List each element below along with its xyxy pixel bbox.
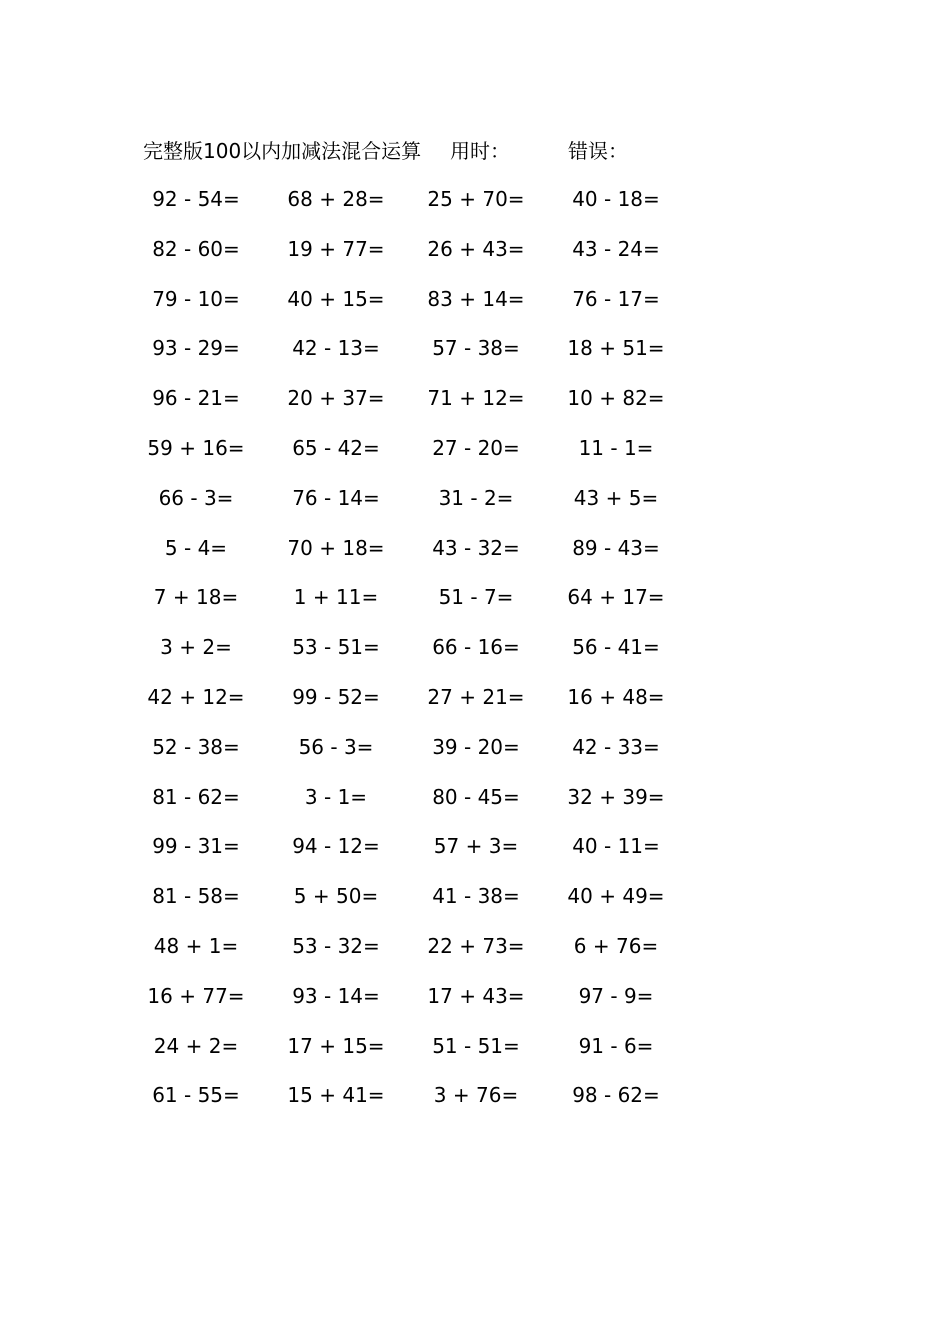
math-problem: 20 + 37=: [287, 386, 385, 411]
problem-row: [0, 880, 950, 930]
problem-row: [0, 980, 950, 1030]
math-problem: 89 - 43=: [572, 535, 660, 560]
problem-row: [0, 581, 950, 631]
math-problem: 15 + 41=: [287, 1083, 385, 1108]
math-problem: 40 - 18=: [572, 187, 660, 211]
math-problem: 97 - 9=: [578, 983, 654, 1008]
problem-row: [0, 432, 950, 482]
math-problem: 52 - 38=: [152, 734, 240, 759]
math-problem: 92 - 54=: [152, 187, 240, 211]
problem-row: [0, 1079, 950, 1129]
math-problem: 17 + 43=: [427, 983, 525, 1008]
math-problem: 51 - 7=: [438, 585, 514, 610]
problem-row: [0, 183, 950, 233]
math-problem: 81 - 62=: [152, 784, 240, 809]
math-problem: 68 + 28=: [287, 187, 385, 211]
math-problem: 66 - 16=: [432, 635, 520, 660]
math-problem: 76 - 14=: [292, 485, 380, 510]
math-problem: 81 - 58=: [152, 884, 240, 909]
math-problem: 83 + 14=: [427, 286, 525, 311]
math-problem: 65 - 42=: [292, 435, 380, 460]
problem-row: [0, 830, 950, 880]
math-problem: 40 - 11=: [572, 834, 660, 859]
problem-row: [0, 731, 950, 781]
problem-row: [0, 930, 950, 980]
worksheet-header: [0, 136, 950, 166]
math-problem: 16 + 77=: [147, 983, 245, 1008]
math-problem: 42 - 13=: [292, 336, 380, 361]
math-problem: 71 + 12=: [427, 386, 525, 411]
math-problem: 40 + 15=: [287, 286, 385, 311]
problem-row: [0, 532, 950, 582]
math-problem: 6 + 76=: [573, 933, 659, 958]
math-problem: 61 - 55=: [152, 1083, 240, 1108]
math-problem: 42 + 12=: [147, 684, 245, 709]
math-problem: 3 + 2=: [160, 635, 232, 660]
math-problem: 56 - 3=: [298, 734, 374, 759]
math-problem: 41 - 38=: [432, 884, 520, 909]
math-problem: 5 - 4=: [164, 535, 228, 560]
math-problem: 17 + 15=: [287, 1033, 385, 1058]
math-problem: 57 + 3=: [433, 834, 519, 859]
problem-row: [0, 482, 950, 532]
math-problem: 53 - 32=: [292, 933, 380, 958]
math-problem: 5 + 50=: [293, 884, 379, 909]
problem-row: [0, 781, 950, 831]
worksheet-title: 完整版100以内加减法混合运算: [143, 139, 422, 163]
math-problem: 91 - 6=: [578, 1033, 654, 1058]
math-problem: 19 + 77=: [287, 236, 385, 261]
math-problem: 26 + 43=: [427, 236, 525, 261]
math-problem: 93 - 29=: [152, 336, 240, 361]
math-problem: 31 - 2=: [438, 485, 514, 510]
math-problem: 22 + 73=: [427, 933, 525, 958]
problem-row: [0, 283, 950, 333]
math-problem: 24 + 2=: [153, 1033, 239, 1058]
math-problem: 43 - 32=: [432, 535, 520, 560]
math-problem: 57 - 38=: [432, 336, 520, 361]
math-problem: 25 + 70=: [427, 187, 525, 211]
math-problem: 80 - 45=: [432, 784, 520, 809]
math-problem: 96 - 21=: [152, 386, 240, 411]
math-problem: 40 + 49=: [567, 884, 665, 909]
math-problem: 98 - 62=: [572, 1083, 660, 1108]
math-problem: 99 - 52=: [292, 684, 380, 709]
math-problem: 42 - 33=: [572, 734, 660, 759]
math-problem: 43 - 24=: [572, 236, 660, 261]
math-problem: 94 - 12=: [292, 834, 380, 859]
math-problem: 76 - 17=: [572, 286, 660, 311]
math-problem: 1 + 11=: [293, 585, 379, 610]
errors-label: 错误：: [568, 139, 628, 163]
math-problem: 56 - 41=: [572, 635, 660, 660]
math-problem: 51 - 51=: [432, 1033, 520, 1058]
math-problem: 48 + 1=: [153, 933, 239, 958]
math-problem: 99 - 31=: [152, 834, 240, 859]
problem-row: [0, 233, 950, 283]
math-problem: 7 + 18=: [153, 585, 239, 610]
math-problem: 32 + 39=: [567, 784, 665, 809]
math-problem: 27 + 21=: [427, 684, 525, 709]
math-problem: 79 - 10=: [152, 286, 240, 311]
math-problem: 11 - 1=: [578, 435, 654, 460]
problem-grid: [0, 183, 950, 1129]
math-problem: 64 + 17=: [567, 585, 665, 610]
problem-row: [0, 681, 950, 731]
math-problem: 93 - 14=: [292, 983, 380, 1008]
problem-row: [0, 1030, 950, 1080]
problem-row: [0, 631, 950, 681]
math-problem: 66 - 3=: [158, 485, 234, 510]
math-problem: 59 + 16=: [147, 435, 245, 460]
problem-row: [0, 382, 950, 432]
math-problem: 82 - 60=: [152, 236, 240, 261]
math-problem: 16 + 48=: [567, 684, 665, 709]
math-problem: 39 - 20=: [432, 734, 520, 759]
math-problem: 10 + 82=: [567, 386, 665, 411]
math-problem: 53 - 51=: [292, 635, 380, 660]
math-problem: 27 - 20=: [432, 435, 520, 460]
math-problem: 3 - 1=: [304, 784, 368, 809]
time-label: 用时：: [450, 139, 510, 163]
problem-row: [0, 332, 950, 382]
math-problem: 43 + 5=: [573, 485, 659, 510]
math-problem: 3 + 76=: [433, 1083, 519, 1108]
math-problem: 70 + 18=: [287, 535, 385, 560]
math-problem: 18 + 51=: [567, 336, 665, 361]
